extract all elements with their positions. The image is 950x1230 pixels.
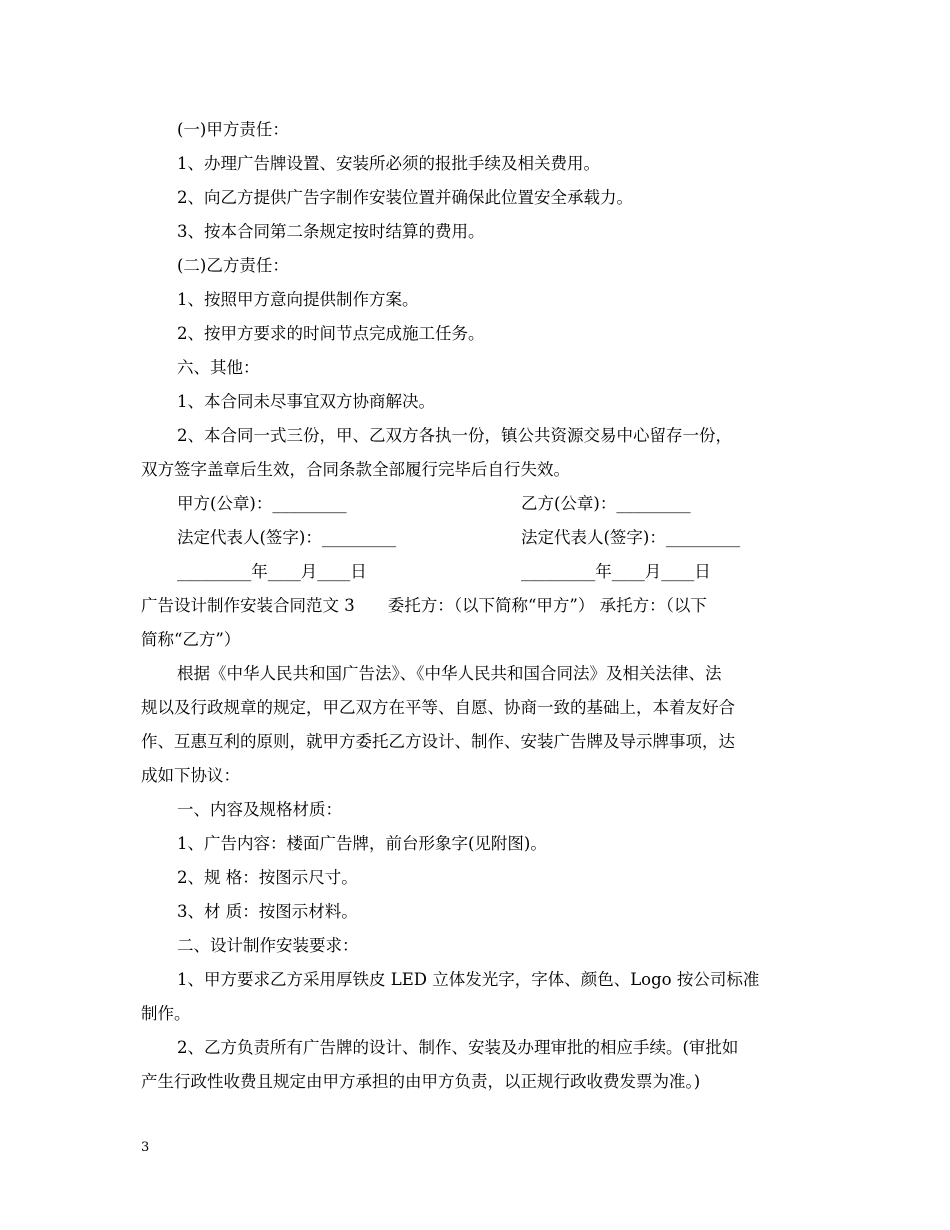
party-a-representative: 法定代表人(签字)：_________ (177, 528, 397, 547)
party-b-representative: 法定代表人(签字)：_________ (521, 528, 741, 547)
text-line: 2、规 格：按图示尺寸。 (177, 868, 358, 887)
text-line: (二)乙方责任： (177, 256, 289, 275)
text-line: 一、内容及规格材质： (177, 800, 342, 819)
text-line: 六、其他： (177, 358, 260, 377)
signature-row (0, 494, 950, 514)
text-line: 2、按甲方要求的时间节点完成施工任务。 (177, 324, 485, 343)
text-line: 广告设计制作安装合同范文 3 委托方：（以下简称“甲方”） 承托方：（以下 (141, 596, 707, 615)
party-b-seal: 乙方(公章)：_________ (521, 494, 691, 513)
text-line: 根据《中华人民共和国广告法》、《中华人民共和国合同法》及相关法律、法 (177, 664, 722, 683)
party-a-date: _________年____月____日 (177, 562, 367, 581)
text-line: 简称“乙方”） (141, 630, 241, 649)
date-row (0, 562, 950, 582)
party-a-seal: 甲方(公章)：_________ (177, 494, 347, 513)
text-line: 作、互惠互利的原则，就甲方委托乙方设计、制作、安装广告牌及导示牌事项，达 (141, 732, 735, 751)
text-line: 双方签字盖章后生效，合同条款全部履行完毕后自行失效。 (141, 460, 570, 479)
party-b-date: _________年____月____日 (521, 562, 711, 581)
text-line: 产生行政性收费且规定由甲方承担的由甲方负责，以正规行政收费发票为准。) (141, 1072, 701, 1091)
text-line: 2、向乙方提供广告字制作安装位置并确保此位置安全承载力。 (177, 188, 633, 207)
text-line: 规以及行政规章的规定，甲乙双方在平等、自愿、协商一致的基础上，本着友好合 (141, 698, 735, 717)
text-line: 1、办理广告牌设置、安装所必须的报批手续及相关费用。 (177, 154, 600, 173)
text-line: 二、设计制作安装要求： (177, 936, 359, 955)
page-number: 3 (141, 1140, 150, 1155)
text-line: 1、本合同未尽事宜双方协商解决。 (177, 392, 435, 411)
text-line: 成如下协议： (141, 766, 240, 785)
text-line: 2、本合同一式三份，甲、乙双方各执一份，镇公共资源交易中心留存一份， (177, 426, 732, 445)
text-line: 1、甲方要求乙方采用厚铁皮 LED 立体发光字，字体、颜色、Logo 按公司标准 (177, 970, 760, 989)
text-line: 2、乙方负责所有广告牌的设计、制作、安装及办理审批的相应手续。(审批如 (177, 1038, 739, 1057)
text-line: 3、按本合同第二条规定按时结算的费用。 (177, 222, 485, 241)
text-line: (一)甲方责任： (177, 120, 289, 139)
text-line: 1、按照甲方意向提供制作方案。 (177, 290, 419, 309)
signature-row (0, 528, 950, 548)
text-line: 3、材 质：按图示材料。 (177, 902, 358, 921)
text-line: 1、广告内容：楼面广告牌，前台形象字(见附图)。 (177, 834, 547, 853)
text-line: 制作。 (141, 1004, 191, 1023)
